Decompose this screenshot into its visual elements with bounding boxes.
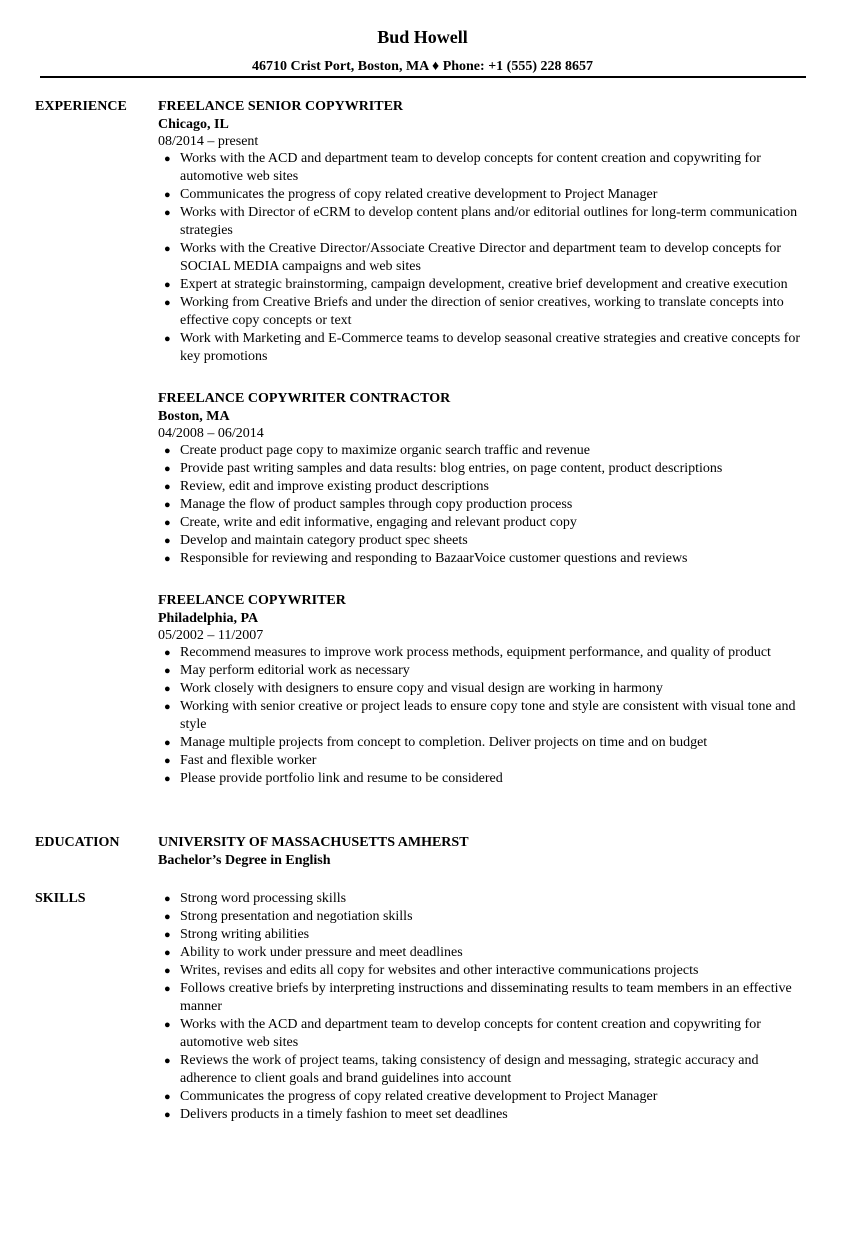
list-item (158, 1088, 818, 1106)
list-item (158, 186, 818, 204)
degree: Bachelor’s Degree in English (158, 853, 331, 868)
skill-text: Communicates the progress of copy related creative development to Project Manager (180, 1089, 658, 1104)
list-item (158, 680, 818, 698)
job-dates: 08/2014 – present (158, 134, 259, 149)
list-item (158, 752, 818, 770)
education-heading: EDUCATION (35, 835, 120, 850)
list-item (158, 1016, 818, 1052)
bullet-icon: ● (164, 1019, 171, 1031)
bullet-icon: ● (164, 481, 171, 493)
list-item (158, 478, 818, 496)
bullet-text: Working from Creative Briefs and under the direction of senior creatives, working to translate concepts into effective copy concepts or text (180, 295, 784, 328)
bullet-text: Working with senior creative or project leads to ensure copy tone and style are consistent with visual tone and style (180, 699, 796, 732)
list-item (158, 908, 818, 926)
bullet-icon: ● (164, 701, 171, 713)
list-item (158, 890, 818, 908)
bullet-icon: ● (164, 297, 171, 309)
bullet-icon: ● (164, 773, 171, 785)
job-location: Chicago, IL (158, 117, 229, 132)
skills-list (158, 890, 818, 1124)
contact-line (0, 58, 845, 76)
job-bullets (158, 644, 818, 788)
job-title: FREELANCE COPYWRITER (158, 593, 346, 608)
bullet-icon: ● (164, 737, 171, 749)
list-item (158, 330, 818, 366)
bullet-text: Expert at strategic brainstorming, campaign development, creative brief development and creative execution (180, 277, 788, 292)
bullet-text: Work closely with designers to ensure copy and visual design are working in harmony (180, 681, 663, 696)
bullet-icon: ● (164, 965, 171, 977)
list-item (158, 944, 818, 962)
list-item (158, 276, 818, 294)
list-item (158, 550, 818, 568)
bullet-text: Work with Marketing and E-Commerce teams to develop seasonal creative strategies and creative concepts for key promotions (180, 331, 801, 364)
bullet-icon: ● (164, 553, 171, 565)
job-entry (158, 98, 818, 366)
skill-text: Delivers products in a timely fashion to meet set deadlines (180, 1107, 508, 1122)
skill-text: Reviews the work of project teams, taking consistency of design and messaging, strategic accuracy and adherence to client goals and brand guidelines into account (180, 1053, 759, 1086)
bullet-icon: ● (164, 333, 171, 345)
bullet-text: Responsible for reviewing and responding to BazaarVoice customer questions and reviews (180, 551, 688, 566)
job-entry (158, 592, 818, 788)
phone-label: Phone: (442, 59, 485, 74)
bullet-icon: ● (164, 243, 171, 255)
job-entry (158, 390, 818, 568)
job-location: Boston, MA (158, 409, 230, 424)
skill-text: Strong word processing skills (180, 891, 347, 906)
bullet-icon: ● (164, 499, 171, 511)
list-item (158, 460, 818, 478)
list-item (158, 734, 818, 752)
list-item (158, 1106, 818, 1124)
bullet-text: Works with Director of eCRM to develop content plans and/or editorial outlines for long-term communication strategies (180, 205, 798, 238)
bullet-icon: ● (164, 947, 171, 959)
list-item (158, 962, 818, 980)
bullet-text: Works with the ACD and department team to develop concepts for content creation and copywriting for automotive web sites (180, 151, 761, 184)
list-item (158, 1052, 818, 1088)
bullet-text: Create, write and edit informative, engaging and relevant product copy (180, 515, 577, 530)
bullet-icon: ● (164, 1091, 171, 1103)
bullet-icon: ● (164, 911, 171, 923)
bullet-text: Please provide portfolio link and resume to be considered (180, 771, 503, 786)
bullet-icon: ● (164, 153, 171, 165)
bullet-icon: ● (164, 189, 171, 201)
bullet-text: May perform editorial work as necessary (180, 663, 410, 678)
bullet-icon: ● (164, 279, 171, 291)
skills-bullets (158, 890, 818, 1124)
list-item (158, 442, 818, 460)
list-item (158, 514, 818, 532)
bullet-icon: ● (164, 1109, 171, 1121)
skill-text: Ability to work under pressure and meet deadlines (180, 945, 463, 960)
diamond-separator-icon: ♦ (432, 59, 440, 74)
experience-list (158, 98, 818, 812)
bullet-icon: ● (164, 463, 171, 475)
job-title: FREELANCE SENIOR COPYWRITER (158, 99, 404, 114)
list-item (158, 980, 818, 1016)
header-divider (40, 76, 806, 78)
job-bullets (158, 442, 818, 568)
bullet-text: Manage multiple projects from concept to completion. Deliver projects on time and on budget (180, 735, 708, 750)
bullet-text: Review, edit and improve existing product descriptions (180, 479, 489, 494)
list-item (158, 662, 818, 680)
skill-text: Writes, revises and edits all copy for websites and other interactive communications projects (180, 963, 699, 978)
bullet-icon: ● (164, 207, 171, 219)
candidate-name: Bud Howell (377, 27, 468, 47)
bullet-icon: ● (164, 647, 171, 659)
bullet-icon: ● (164, 665, 171, 677)
bullet-icon: ● (164, 683, 171, 695)
bullet-icon: ● (164, 755, 171, 767)
bullet-text: Create product page copy to maximize organic search traffic and revenue (180, 443, 590, 458)
job-title: FREELANCE COPYWRITER CONTRACTOR (158, 391, 451, 406)
list-item (158, 150, 818, 186)
school-name: UNIVERSITY OF MASSACHUSETTS AMHERST (158, 835, 469, 850)
list-item (158, 926, 818, 944)
job-dates: 04/2008 – 06/2014 (158, 426, 264, 441)
job-dates: 05/2002 – 11/2007 (158, 628, 264, 643)
list-item (158, 532, 818, 550)
bullet-text: Develop and maintain category product spec sheets (180, 533, 468, 548)
bullet-text: Recommend measures to improve work process methods, equipment performance, and quality of product (180, 645, 771, 660)
bullet-icon: ● (164, 445, 171, 457)
bullet-icon: ● (164, 983, 171, 995)
experience-heading: EXPERIENCE (35, 99, 127, 114)
list-item (158, 644, 818, 662)
bullet-text: Fast and flexible worker (180, 753, 317, 768)
bullet-icon: ● (164, 517, 171, 529)
bullet-icon: ● (164, 535, 171, 547)
skill-text: Strong writing abilities (180, 927, 310, 942)
list-item (158, 204, 818, 240)
education-entry (158, 834, 818, 870)
list-item (158, 698, 818, 734)
bullet-text: Provide past writing samples and data results: blog entries, on page content, product descriptions (180, 461, 723, 476)
bullet-icon: ● (164, 929, 171, 941)
list-item (158, 240, 818, 276)
bullet-text: Manage the flow of product samples through copy production process (180, 497, 573, 512)
list-item (158, 294, 818, 330)
skill-text: Follows creative briefs by interpreting instructions and disseminating results to team members in an effective manner (180, 981, 792, 1014)
job-bullets (158, 150, 818, 366)
bullet-icon: ● (164, 1055, 171, 1067)
address: 46710 Crist Port, Boston, MA (251, 59, 429, 74)
list-item (158, 770, 818, 788)
job-location: Philadelphia, PA (158, 611, 259, 626)
skill-text: Strong presentation and negotiation skills (180, 909, 413, 924)
bullet-text: Works with the Creative Director/Associate Creative Director and department team to develop concepts for SOCIAL MEDIA campaigns and web sites (180, 241, 782, 274)
bullet-icon: ● (164, 893, 171, 905)
skills-heading: SKILLS (35, 891, 86, 906)
list-item (158, 496, 818, 514)
skill-text: Works with the ACD and department team to develop concepts for content creation and copywriting for automotive web sites (180, 1017, 761, 1050)
bullet-text: Communicates the progress of copy related creative development to Project Manager (180, 187, 658, 202)
phone-number: +1 (555) 228 8657 (488, 59, 593, 74)
